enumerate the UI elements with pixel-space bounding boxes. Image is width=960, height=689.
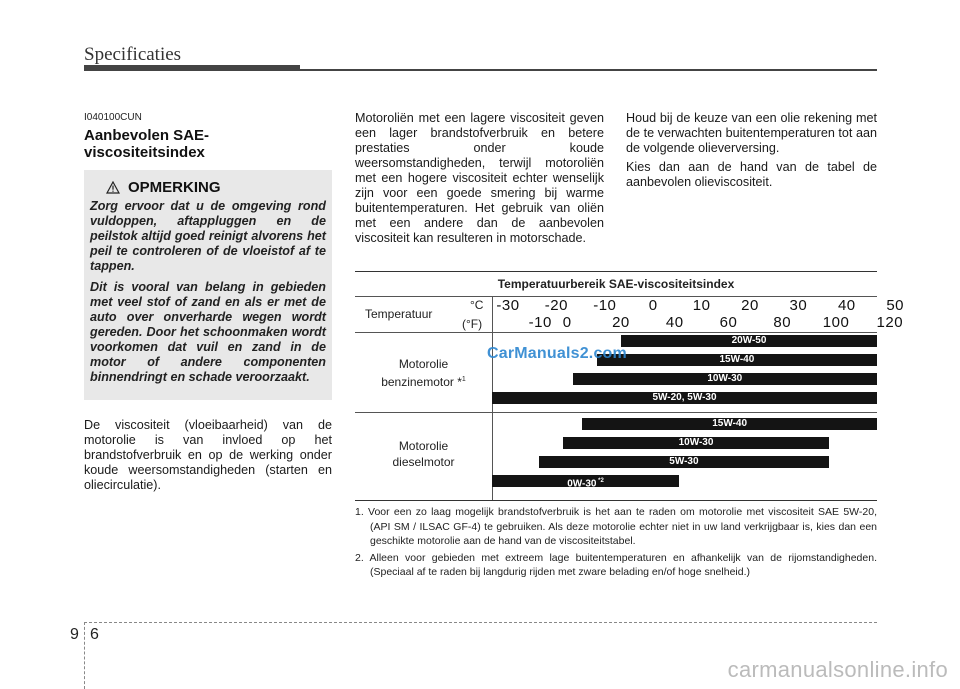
fahrenheit-unit: (°F) — [462, 317, 483, 331]
diesel-oil-bar: 10W-30 — [563, 437, 829, 449]
fahrenheit-tick: 60 — [719, 314, 738, 331]
footer-rule — [84, 622, 877, 623]
celsius-tick: 0 — [648, 297, 658, 314]
header-bar — [84, 65, 300, 71]
footer-divider — [84, 622, 85, 689]
petrol-oil-bar: 5W-20, 5W-30 — [492, 392, 877, 404]
section-title: Aanbevolen SAE-viscositeitsindex — [84, 127, 210, 161]
use-table-text: Kies dan aan de hand van de tabel de aanbevolen olieviscositeit. — [626, 160, 877, 189]
celsius-unit: °C — [470, 298, 484, 312]
table-title: Temperatuurbereik SAE-viscositeitsindex — [497, 277, 735, 291]
chapter-number: 9 — [70, 626, 79, 643]
celsius-tick: -30 — [496, 297, 520, 314]
fahrenheit-tick: 40 — [665, 314, 684, 331]
footnotes — [355, 505, 877, 582]
diesel-label-line1: Motorolie — [398, 439, 449, 453]
diesel-oil-bar: 5W-30 — [539, 456, 829, 468]
petrol-label — [355, 356, 492, 390]
watermark: CarManuals2.com — [487, 345, 627, 362]
petrol-label-line1: Motorolie — [398, 357, 449, 371]
footnote: 1. Voor een zo laag mogelijk brandstofverbruik is het aan te raden om motorolie met viscositeit SAE 5W-20, (API SM / ILSAC GF-4) te gebruiken. Als deze motorolie echter niet in uw land verkrijgbaar is, kies dan een geschikte motorolie aan de hand van de viscositeitstabel. — [355, 506, 877, 547]
diesel-oil-bar: 15W-40 — [582, 418, 877, 430]
note-paragraph: Dit is vooral van belang in gebieden met veel stof of zand en als er met de auto over onverharde wegen wordt gereden. Door het schoonmaken wordt voorkomen dat vuil en zand in de motor of andere componenten binnendringt en schade veroorzaakt. — [90, 280, 326, 384]
petrol-footnote-ref: 1 — [461, 376, 466, 383]
celsius-tick: -10 — [593, 297, 617, 314]
warning-triangle-icon — [106, 181, 120, 194]
low-viscosity-text: Motoroliën met een lagere viscositeit geven een lager brandstofverbruik en betere prestaties onder koude weersomstandigheden, terwijl motoroliën met een hogere viscositeit echter wenselijk zijn voor een goede smering bij warme buitentemperaturen. Het gebruik van oliën met een andere dan de aanbevolen viscositeit kan resulteren in motorschade. — [355, 111, 604, 245]
diesel-label-line2: dieselmotor — [392, 455, 455, 469]
viscosity-table — [355, 271, 905, 501]
column-3 — [626, 111, 877, 190]
celsius-tick: 40 — [837, 297, 856, 314]
fahrenheit-tick: -10 — [528, 314, 552, 331]
header-rule — [300, 69, 877, 71]
note-label: OPMERKING — [128, 178, 221, 196]
celsius-tick: 20 — [741, 297, 759, 314]
note-header — [106, 178, 326, 196]
footnote: 2. Alleen voor gebieden met extreem lage buitentemperaturen en afhankelijk van de rijomstandigheden.(Speciaal af te raden bij langdurig rijden met zware belading en/of hoge snelheid.) — [355, 551, 877, 578]
temperature-label: Temperatuur — [365, 307, 433, 321]
header-title: Specificaties — [84, 44, 182, 65]
viscosity-intro-text: De viscositeit (vloeibaarheid) van de motorolie is van invloed op het brandstofverbruik en op de werking onder koude weersomstandigheden (starten en oliecirculatie). — [84, 418, 332, 492]
fahrenheit-tick: 0 — [562, 314, 572, 331]
choose-oil-text: Houd bij de keuze van een olie rekening met de te verwachten buitentemperaturen tot aan de volgende olieverversing. — [626, 111, 877, 155]
diesel-oil-bar: 0W-30 $^{*2}$ — [492, 475, 679, 487]
petrol-oil-bar: 15W-40 — [597, 354, 877, 366]
petrol-oil-bar: 20W-50 — [621, 335, 877, 347]
petrol-label-line2: benzinemotor * — [381, 375, 462, 389]
note-paragraph: Zorg ervoor dat u de omgeving rond vuldoppen, aftappluggen en de peilstok altijd goed reinigt alvorens het peil te controleren of de vloeistof af te tappen. — [90, 199, 326, 273]
celsius-tick: 50 — [886, 297, 905, 314]
diesel-label — [355, 438, 492, 470]
column-1 — [84, 418, 332, 493]
note-box — [84, 170, 332, 400]
column-2 — [355, 111, 604, 246]
celsius-scale — [492, 297, 905, 315]
fahrenheit-tick: 80 — [773, 314, 792, 331]
site-watermark: carmanualsonline.info — [727, 657, 948, 682]
celsius-tick: 30 — [789, 297, 808, 314]
fahrenheit-scale — [492, 314, 904, 332]
section-code: I040100CUN — [84, 112, 142, 123]
fahrenheit-tick: 120 — [876, 314, 904, 331]
celsius-tick: 10 — [692, 297, 711, 314]
fahrenheit-tick: 20 — [612, 314, 630, 331]
celsius-tick: -20 — [544, 297, 568, 314]
petrol-oil-bar: 10W-30 — [573, 373, 877, 385]
page-number: 6 — [90, 626, 99, 643]
fahrenheit-tick: 100 — [822, 314, 850, 331]
